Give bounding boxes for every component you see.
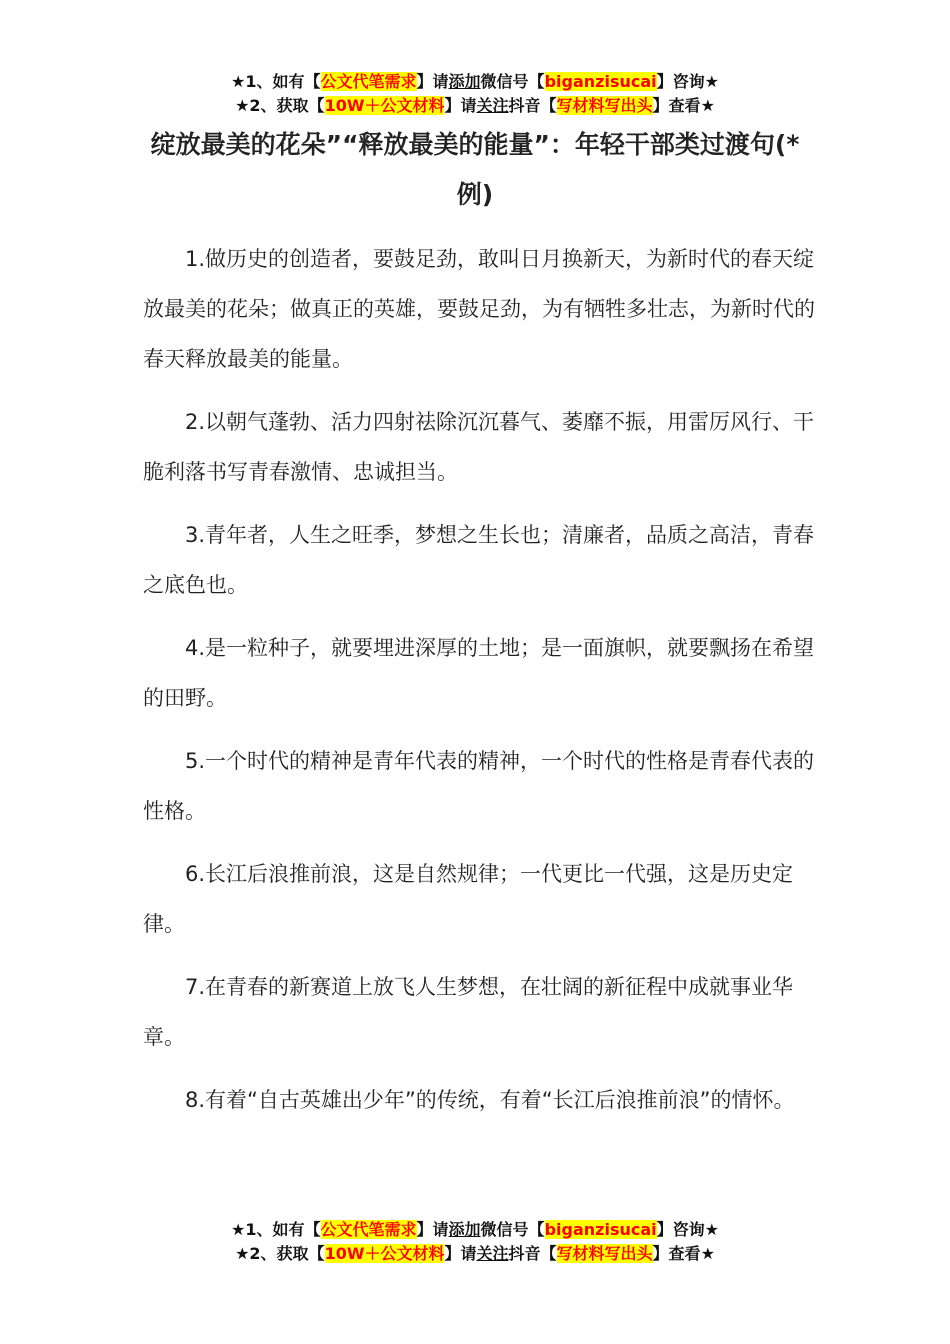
promo-text: 】查看 [652, 96, 701, 115]
star-icon: ★ [700, 96, 715, 115]
document-body [143, 234, 833, 1138]
promo-line-1 [0, 1218, 950, 1242]
document-title: 绽放最美的花朵”“释放最美的能量”：年轻干部类过渡句(*例) [150, 130, 800, 209]
promo-text: 】请 [444, 96, 477, 115]
promo-highlight-wechat: biganzisucai [544, 72, 657, 91]
promo-text: 1、如有【 [245, 1220, 321, 1239]
star-icon: ★ [231, 1220, 246, 1239]
promo-highlight-service: 公文代笔需求 [320, 1220, 417, 1239]
promo-header [0, 70, 950, 118]
promo-emphasis: 关注 [476, 96, 509, 115]
promo-emphasis: 添加 [448, 1220, 481, 1239]
paragraph-7: 7.在青春的新赛道上放飞人生梦想，在壮阔的新征程中成就事业华章。 [143, 975, 794, 1049]
paragraph-4: 4.是一粒种子，就要埋进深厚的土地；是一面旗帜，就要飘扬在希望的田野。 [143, 636, 815, 710]
promo-text: 2、获取【 [249, 96, 325, 115]
promo-highlight-service: 公文代笔需求 [320, 72, 417, 91]
promo-text: 2、获取【 [249, 1244, 325, 1263]
promo-text: 抖音【 [508, 96, 557, 115]
promo-text: 】请 [444, 1244, 477, 1263]
promo-line-2 [0, 94, 950, 118]
paragraph-5: 5.一个时代的精神是青年代表的精神，一个时代的性格是青春代表的性格。 [143, 749, 815, 823]
promo-text: 】请 [416, 72, 449, 91]
promo-text: 1、如有【 [245, 72, 321, 91]
paragraph-3: 3.青年者，人生之旺季，梦想之生长也；清廉者，品质之高洁，青春之底色也。 [143, 523, 815, 597]
promo-emphasis: 添加 [448, 72, 481, 91]
promo-line-1 [0, 70, 950, 94]
promo-text: 】请 [416, 1220, 449, 1239]
promo-footer [0, 1218, 950, 1266]
star-icon: ★ [235, 96, 250, 115]
promo-text: 】咨询 [656, 72, 705, 91]
star-icon: ★ [231, 72, 246, 91]
star-icon: ★ [700, 1244, 715, 1263]
star-icon: ★ [704, 72, 719, 91]
paragraph-1: 1.做历史的创造者，要鼓足劲，敢叫日月换新天，为新时代的春天绽放最美的花朵；做真正的英雄，要鼓足劲，为有牺牲多壮志，为新时代的春天释放最美的能量。 [143, 247, 815, 371]
star-icon: ★ [235, 1244, 250, 1263]
promo-text: 抖音【 [508, 1244, 557, 1263]
promo-text: 微信号【 [480, 72, 545, 91]
promo-highlight-materials: 10W＋公文材料 [324, 96, 445, 115]
paragraph-8: 8.有着“自古英雄出少年”的传统，有着“长江后浪推前浪”的情怀。 [185, 1088, 795, 1112]
promo-text: 】查看 [652, 1244, 701, 1263]
promo-highlight-wechat: biganzisucai [544, 1220, 657, 1239]
promo-text: 】咨询 [656, 1220, 705, 1239]
promo-highlight-douyin: 写材料写出头 [556, 1244, 653, 1263]
promo-emphasis: 关注 [476, 1244, 509, 1263]
paragraph-6: 6.长江后浪推前浪，这是自然规律；一代更比一代强，这是历史定律。 [143, 862, 794, 936]
promo-text: 微信号【 [480, 1220, 545, 1239]
promo-line-2 [0, 1242, 950, 1266]
paragraph-2: 2.以朝气蓬勃、活力四射祛除沉沉暮气、萎靡不振，用雷厉风行、干脆利落书写青春激情、忠诚担当。 [143, 410, 815, 484]
promo-highlight-materials: 10W＋公文材料 [324, 1244, 445, 1263]
star-icon: ★ [704, 1220, 719, 1239]
promo-highlight-douyin: 写材料写出头 [556, 96, 653, 115]
